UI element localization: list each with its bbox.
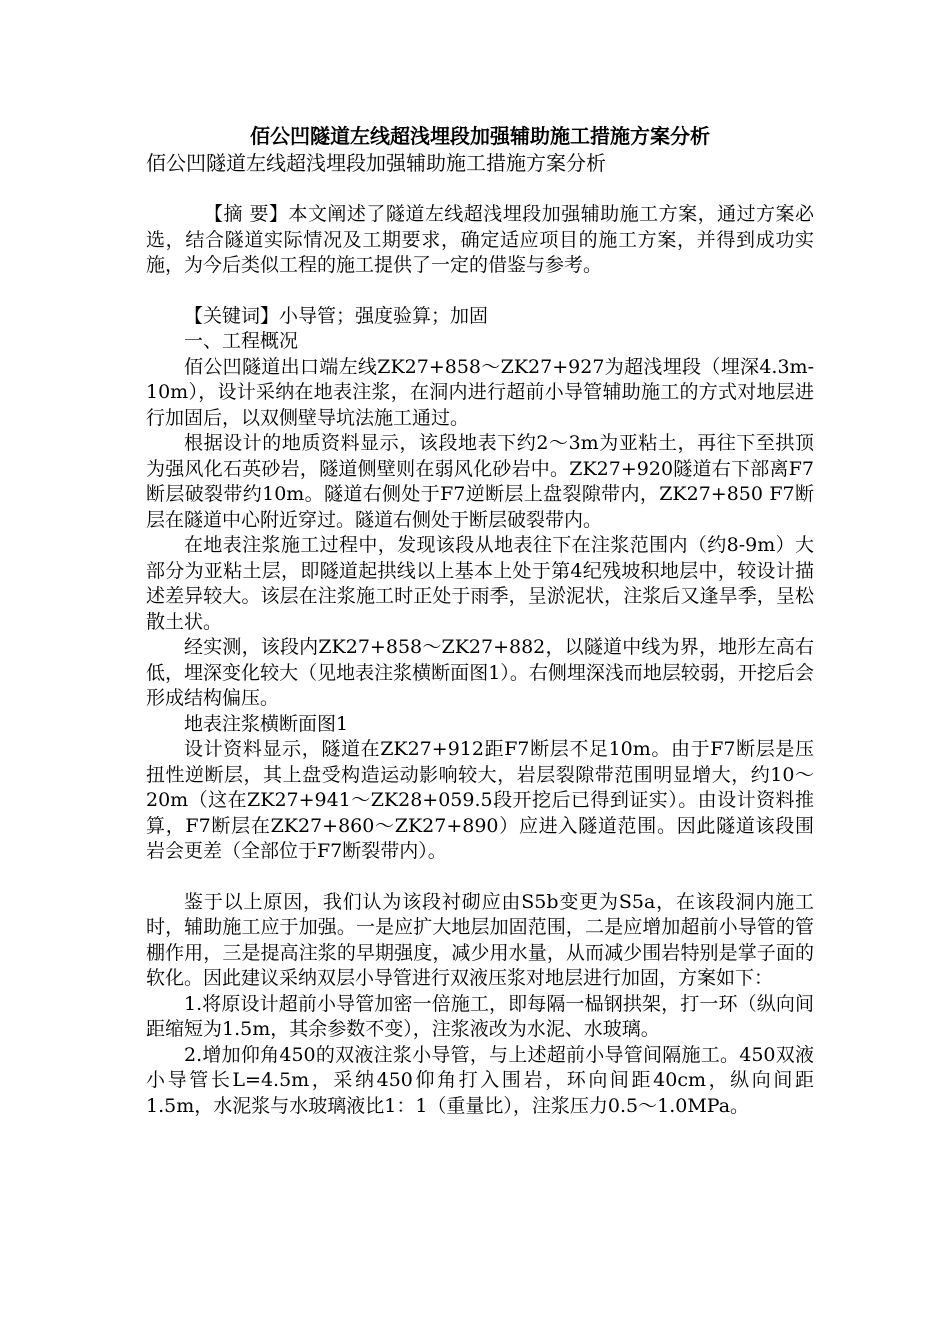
abstract-paragraph: 【摘 要】本文阐述了隧道左线超浅埋段加强辅助施工方案，通过方案必选，结合隧道实际情况及工期要求，确定适应项目的施工方案，并得到成功实施，为今后类似工程的施工提供了一定的借鉴与参考。 [146, 203, 814, 276]
body-paragraph: 设计资料显示，隧道在ZK27+912距F7断层不足10m。由于F7断层是压扭性逆断层，其上盘受构造运动影响较大，岩层裂隙带范围明显增大，约10～20m（这在ZK27+941～ZK28+059.5段开挖后已得到证实）。由设计资料推算，F7断层在ZK27+860～ZK27+890）应进入隧道范围。因此隧道该段围岩会更差（全部位于F7断裂带内）。 [146, 738, 814, 862]
section-heading: 一、工程概况 [184, 330, 299, 352]
body-paragraph: 经实测，该段内ZK27+858～ZK27+882，以隧道中线为界，地形左高右低，埋深变化较大（见地表注浆横断面图1）。右侧埋深浅而地层较弱，开挖后会形成结构偏压。 [146, 636, 814, 709]
document-subtitle: 佰公凹隧道左线超浅埋段加强辅助施工措施方案分析 [146, 151, 606, 175]
body-paragraph: 在地表注浆施工过程中，发现该段从地表往下在注浆范围内（约8-9m）大部分为亚粘土层，即隧道起拱线以上基本上处于第4纪残坡积地层中，较设计描述差异较大。该层在注浆施工时正处于雨季，呈淤泥状，注浆后又逢旱季，呈松散土状。 [146, 534, 814, 633]
document-title: 佰公凹隧道左线超浅埋段加强辅助施工措施方案分析 [250, 124, 710, 148]
spacer [146, 279, 814, 304]
spacer [146, 865, 814, 890]
figure-caption: 地表注浆横断面图1 [184, 712, 349, 735]
keywords-paragraph: 【关键词】小导管；强度验算；加固 [184, 304, 489, 327]
spacer [146, 177, 814, 202]
list-item: 2.增加仰角450的双液注浆小导管，与上述超前小导管间隔施工。450双液小导管长L=4.5m，采纳450仰角打入围岩，环向间距40cm，纵向间距1.5m，水泥浆与水玻璃液比1：1（重量比），注浆压力0.5～1.0MPa。 [146, 1043, 814, 1117]
document-body [146, 122, 814, 1119]
body-paragraph: 佰公凹隧道出口端左线ZK27+858～ZK27+927为超浅埋段（埋深4.3m-10m），设计采纳在地表注浆，在洞内进行超前小导管辅助施工的方式对地层进行加固后，以双侧壁导坑法施工通过。 [146, 355, 814, 429]
body-paragraph: 根据设计的地质资料显示，该段地表下约2～3m为亚粘土，再往下至拱顶为强风化石英砂岩，隧道侧壁则在弱风化砂岩中。ZK27+920隧道右下部离F7断层破裂带约10m。隧道右侧处于F7逆断层上盘裂隙带内，ZK27+850 F7断层在隧道中心附近穿过。隧道右侧处于断层破裂带内。 [146, 432, 814, 531]
list-item: 1.将原设计超前小导管加密一倍施工，即每隔一榀钢拱架，打一环（纵向间距缩短为1.5m，其余参数不变），注浆液改为水泥、水玻璃。 [146, 992, 814, 1040]
body-paragraph: 鉴于以上原因，我们认为该段衬砌应由S5b变更为S5a，在该段洞内施工时，辅助施工应于加强。一是应扩大地层加固范围，二是应增加超前小导管的管棚作用，三是提高注浆的早期强度，减少用水量，从而减少围岩特别是掌子面的软化。因此建议采纳双层小导管进行双液压浆对地层进行加固，方案如下： [146, 890, 814, 989]
